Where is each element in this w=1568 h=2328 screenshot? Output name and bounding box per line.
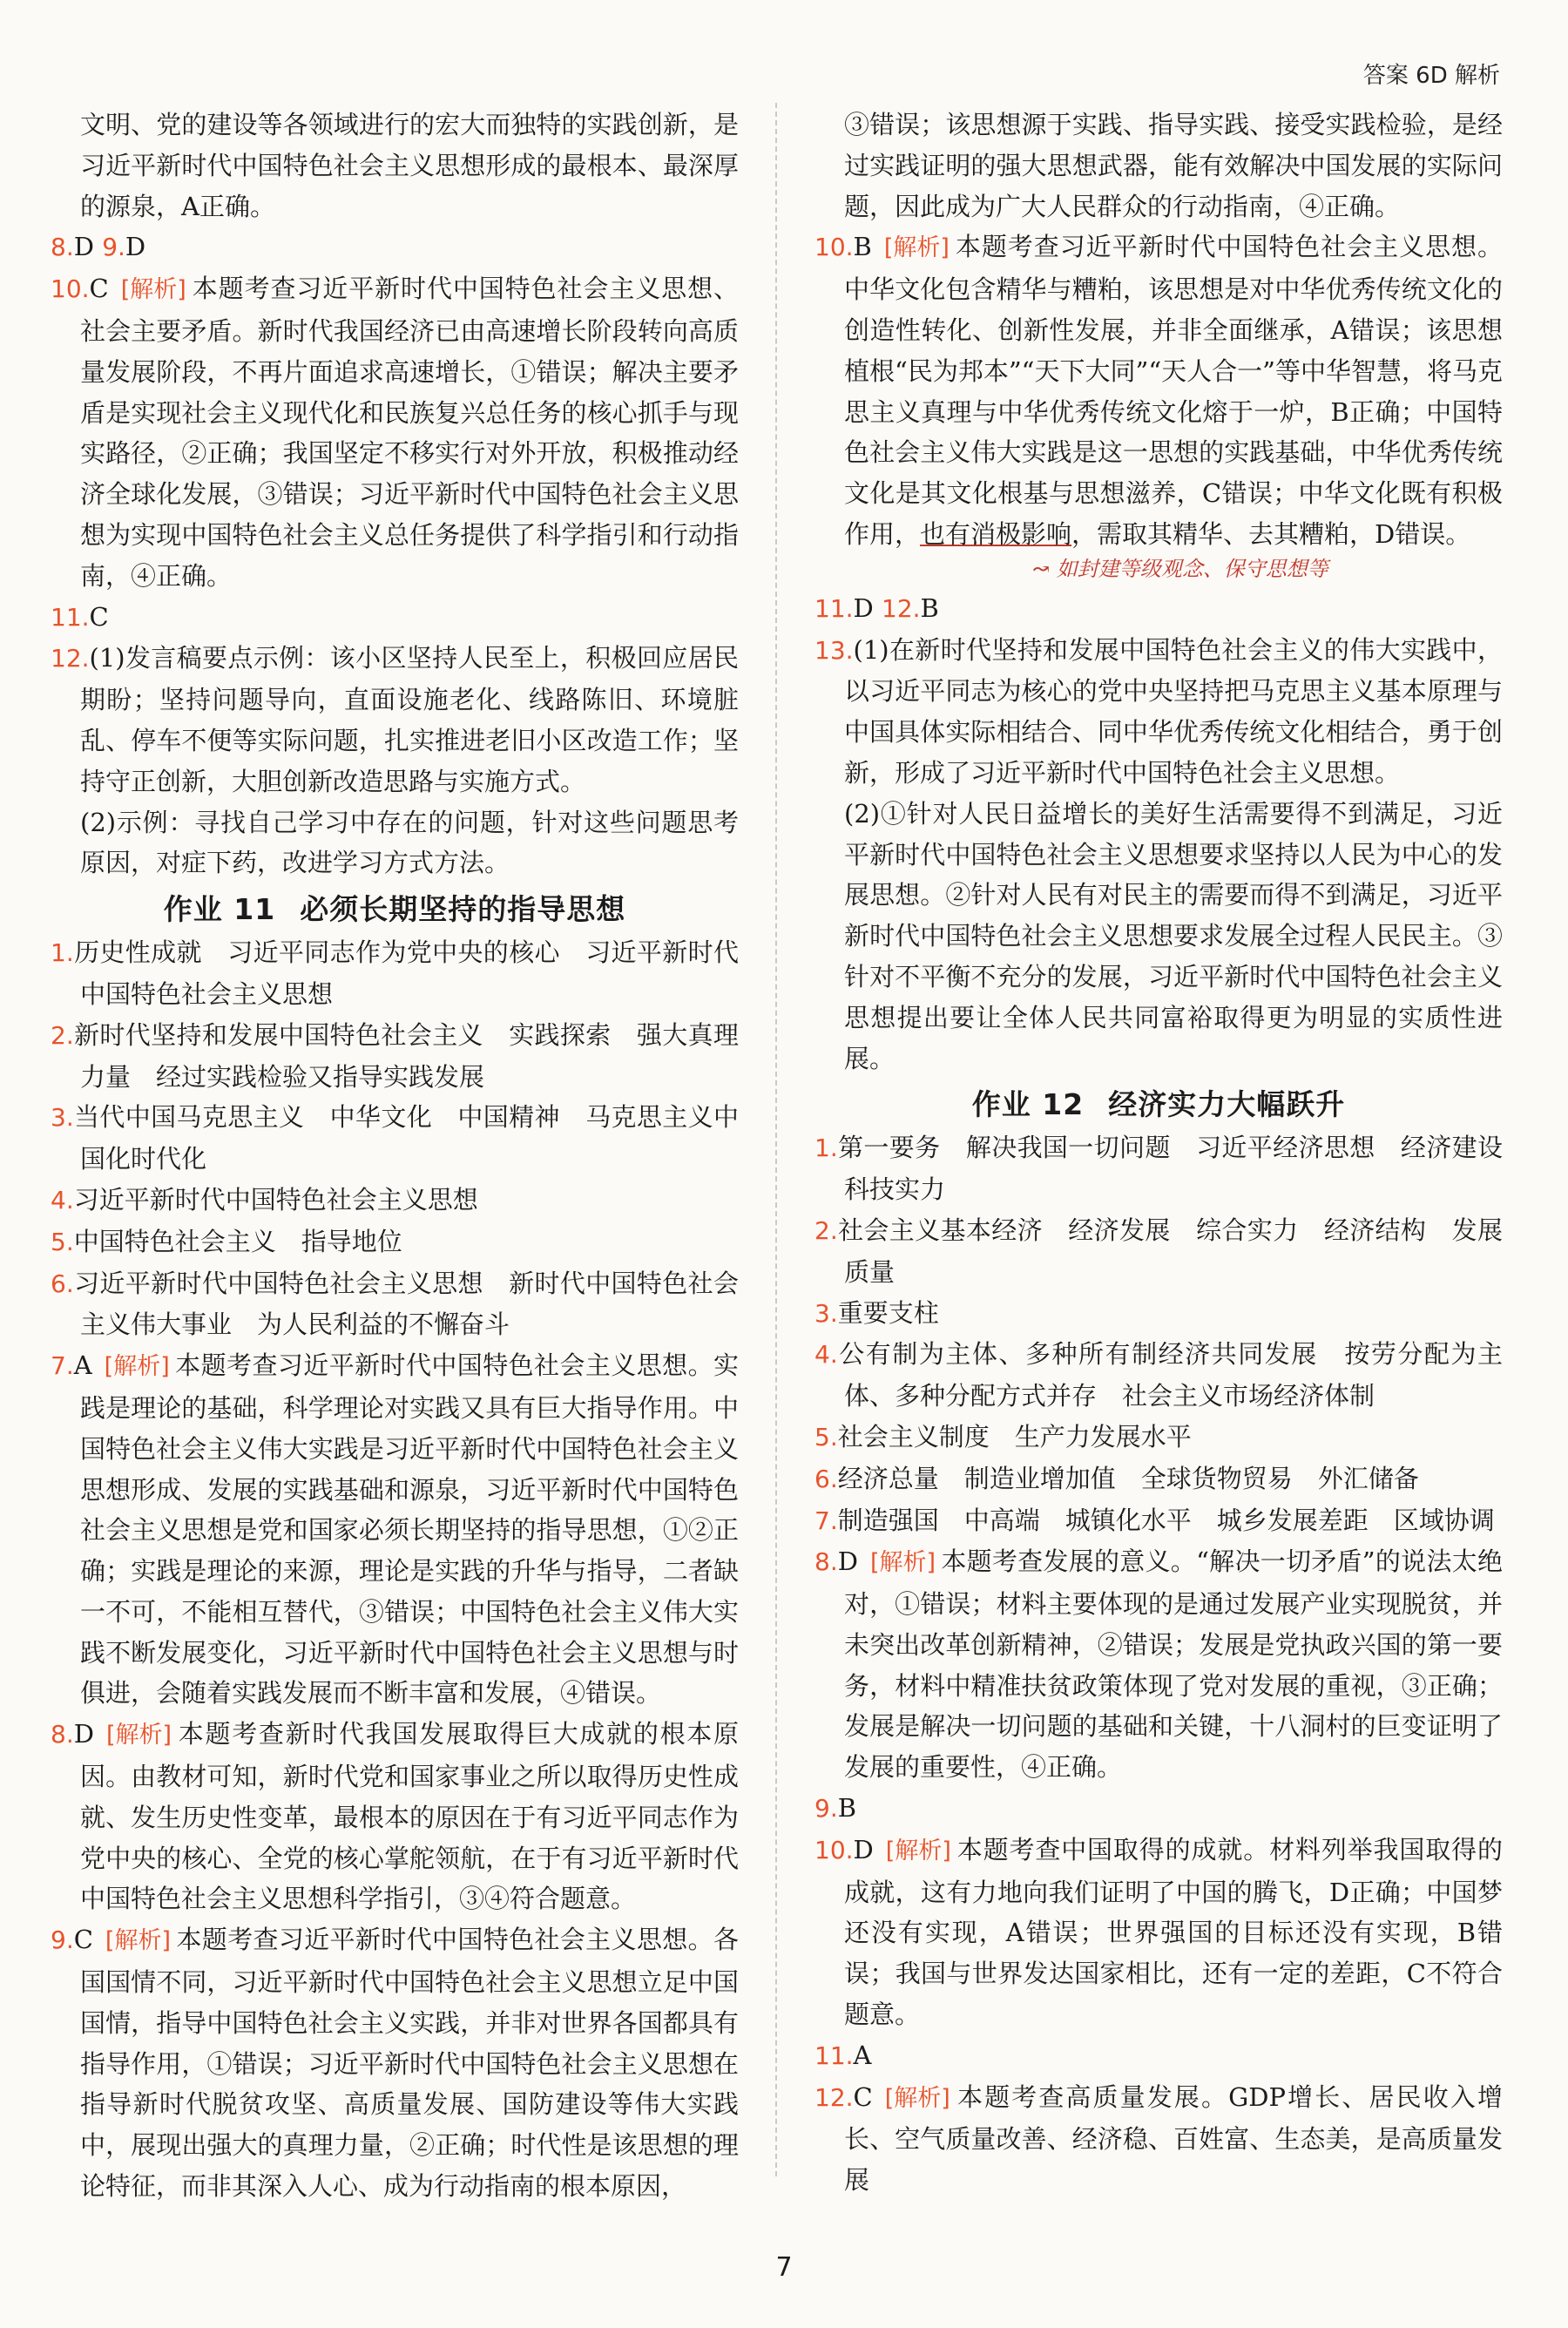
handwritten-note: ↝ 如封建等级观念、保守思想等	[1032, 556, 1328, 581]
question-number: 9.	[51, 1925, 74, 1955]
question-number: 2.	[51, 1020, 74, 1050]
question-number: 9.	[814, 1794, 838, 1824]
answer-8-9: 8.D 9.D	[51, 232, 146, 262]
question-number: 2.	[814, 1215, 838, 1245]
answer-10: 10.D[ 解析 ] 本题考查中国取得的成就。材料列举我国取得的成就，这有力地向我们证明了中国的腾飞，D正确；中国梦还没有实现，A错误；世界强国的目标还没有实现，B错误；我国与世界发达国家相比，还有一定的差距，C不符合题意。	[814, 1830, 1503, 2035]
fill-answer-7: 7.制造强国 中高端 城镇化水平 城乡发展差距 区域协调	[814, 1505, 1495, 1535]
fill-answer-4: 4.习近平新时代中国特色社会主义思想	[51, 1184, 478, 1215]
question-number: 7.	[51, 1351, 74, 1381]
analysis-tag: [ 解析 ]	[105, 1921, 171, 1962]
question-number: 4.	[814, 1340, 838, 1370]
analysis-tag: [ 解析 ]	[884, 228, 950, 269]
underlined-phrase: 也有消极影响	[920, 518, 1072, 549]
page-number: 7	[775, 2252, 793, 2283]
question-number: 3.	[51, 1103, 74, 1133]
analysis-tag: [ 解析 ]	[886, 1831, 951, 1872]
answer-10-b: 10.B[ 解析 ] 本题考查习近平新时代中国特色社会主义思想。中华文化包含精华与糟粕，该思想是对中华优秀传统文化的创造性转化、创新性发展，并非全面继承，A错误；该思想植根“民为邦本”“天下大同”“天人合一”等中华智慧，将马克思主义真理与中华优秀传统文化熔于一炉，B正确；中国特色社会主义伟大实践是这一思想的实践基础，中华优秀传统文化是其文化根基与思想滋养，C错误；中华文化既有积极作用，也有消极影响，需取其精华、去其糟粕，D错误。	[814, 227, 1503, 554]
analysis-tag: [ 解析 ]	[870, 1543, 936, 1584]
fill-answer-2: 2.新时代坚持和发展中国特色社会主义 实践探索 强大真理力量 经过实践检验又指导实践发展	[51, 1019, 739, 1092]
question-number: 12.	[51, 644, 90, 673]
question-number: 12.	[882, 593, 921, 623]
question-number: 10.	[51, 274, 90, 304]
page-header: 答案 6D 解析	[1362, 63, 1500, 89]
answer-11-12: 11.D 12.B	[814, 592, 939, 623]
question-number: 7.	[814, 1506, 838, 1535]
question-number: 6.	[814, 1464, 838, 1493]
right-column	[814, 105, 1529, 2201]
continued-paragraph: ③错误；该思想源于实践、指导实践、接受实践检验，是经过实践证明的强大思想武器，能有效解决中国发展的实际问题，因此成为广大人民群众的行动指南，④正确。	[844, 110, 1503, 221]
fill-answer-3: 3.当代中国马克思主义 中华文化 中国精神 马克思主义中国化时代化	[51, 1102, 739, 1174]
left-column	[51, 105, 739, 2207]
answer-11: 11.A	[814, 2040, 872, 2070]
answer-9: 9.C[ 解析 ] 本题考查习近平新时代中国特色社会主义思想。各国国情不同，习近平新时代中国特色社会主义思想立足中国国情，指导中国特色社会主义实践，并非对世界各国都具有指导作用，①错误；习近平新时代中国特色社会主义思想在指导新时代脱贫攻坚、高质量发展、国防建设等伟大实践中，展现出强大的真理力量，②正确；时代性是该思想的理论特征，而非其深入人心、成为行动指南的根本原因，	[51, 1919, 739, 2207]
question-number: 11.	[51, 602, 90, 632]
question-number: 6.	[51, 1269, 74, 1298]
answer-10: 10.C[ 解析 ] 本题考查习近平新时代中国特色社会主义思想、社会主要矛盾。新时代我国经济已由高速增长阶段转向高质量发展阶段，不再片面追求高速增长，①错误；解决主要矛盾是实现社会主义现代化和民族复兴总任务的核心抓手与现实路径，②正确；我国坚定不移实行对外开放，积极推动经济全球化发展，③错误；习近平新时代中国特色社会主义思想为实现中国特色社会主义总任务提供了科学指引和行动指南，④正确。	[51, 268, 739, 596]
answer-13-part-2: (2)①针对人民日益增长的美好生活需要得不到满足，习近平新时代中国特色社会主义思想要求坚持以人民为中心的发展思想。②针对人民有对民主的需要而得不到满足，习近平新时代中国特色社会主义思想要求发展全过程人民民主。③针对不平衡不充分的发展，习近平新时代中国特色社会主义思想提出要让全体人民共同富裕取得更为明显的实质性进展。	[844, 798, 1503, 1073]
answer-13: 13.(1)在新时代坚持和发展中国特色社会主义的伟大实践中，以习近平同志为核心的党中央坚持把马克思主义基本原理与中国具体实际相结合、同中华优秀传统文化相结合，勇于创新，形成了习近平新时代中国特色社会主义思想。	[814, 634, 1503, 788]
answer-12-part-2: (2)示例：寻找自己学习中存在的问题，针对这些问题思考原因，对症下药，改进学习方式方法。	[80, 807, 739, 878]
question-number: 4.	[51, 1185, 74, 1215]
answer-9: 9.B	[814, 1793, 857, 1824]
continued-paragraph: 文明、党的建设等各领域进行的宏大而独特的实践创新，是习近平新时代中国特色社会主义思想形成的最根本、最深厚的源泉，A正确。	[80, 110, 739, 221]
question-number: 8.	[51, 233, 74, 262]
fill-answer-5: 5.社会主义制度 生产力发展水平	[814, 1421, 1192, 1452]
fill-answer-1: 1.历史性成就 习近平同志作为党中央的核心 习近平新时代中国特色社会主义思想	[51, 937, 739, 1009]
fill-answer-3: 3.重要支柱	[814, 1297, 939, 1328]
section-title-12: 作业 12 经济实力大幅跃升	[971, 1087, 1346, 1122]
section-title-11: 作业 11 必须长期坚持的指导思想	[163, 892, 626, 927]
question-number: 5.	[814, 1422, 838, 1452]
question-number: 10.	[814, 1835, 854, 1864]
analysis-tag: [ 解析 ]	[105, 1347, 170, 1388]
question-number: 1.	[814, 1134, 838, 1163]
analysis-tag: [ 解析 ]	[121, 270, 186, 311]
question-number: 3.	[814, 1298, 838, 1328]
answer-12: 12.(1)发言稿要点示例：该小区坚持人民至上，积极回应居民期盼；坚持问题导向，直面设施老化、线路陈旧、环境脏乱、停车不便等实际问题，扎实推进老旧小区改造工作；坚持守正创新，大胆创新改造思路与实施方式。	[51, 643, 739, 796]
question-number: 10.	[814, 233, 854, 262]
question-number: 1.	[51, 938, 74, 968]
question-number: 12.	[814, 2082, 854, 2112]
fill-answer-6: 6.经济总量 制造业增加值 全球货物贸易 外汇储备	[814, 1463, 1419, 1493]
answer-12: 12.C[ 解析 ] 本题考查高质量发展。GDP增长、居民收入增长、空气质量改善、经济稳、百姓富、生态美，是高质量发展	[814, 2077, 1503, 2201]
analysis-tag: [ 解析 ]	[885, 2079, 950, 2120]
fill-answer-1: 1.第一要务 解决我国一切问题 习近平经济思想 经济建设 科技实力	[814, 1133, 1529, 1205]
fill-answer-2: 2.社会主义基本经济 经济发展 综合实力 经济结构 发展质量	[814, 1215, 1503, 1287]
answer-8: 8.D[ 解析 ] 本题考查新时代我国发展取得巨大成就的根本原因。由教材可知，新时代党和国家事业之所以取得历史性成就、发生历史性变革，最根本的原因在于有习近平同志作为党中央的核心、全党的核心掌舵领航，在于有习近平新时代中国特色社会主义思想科学指引，③④符合题意。	[51, 1714, 739, 1919]
fill-answer-6: 6.习近平新时代中国特色社会主义思想 新时代中国特色社会主义伟大事业 为人民利益的不懈奋斗	[51, 1268, 739, 1340]
question-number: 11.	[814, 2040, 854, 2070]
column-divider	[775, 103, 777, 2176]
answer-7: 7.A[ 解析 ] 本题考查习近平新时代中国特色社会主义思想。实践是理论的基础，科学理论对实践又具有巨大指导作用。中国特色社会主义伟大实践是习近平新时代中国特色社会主义思想形成、发展的实践基础和源泉，习近平新时代中国特色社会主义思想是党和国家必须长期坚持的指导思想，①②正确；实践是理论的来源，理论是实践的升华与指导，二者缺一不可，不能相互替代，③错误；中国特色社会主义伟大实践不断发展变化，习近平新时代中国特色社会主义思想与时俱进，会随着实践发展而不断丰富和发展，④错误。	[51, 1345, 739, 1714]
answer-8: 8.D[ 解析 ] 本题考查发展的意义。“解决一切矛盾”的说法太绝对，①错误；材料主要体现的是通过发展产业实现脱贫，并未突出改革创新精神，②错误；发展是党执政兴国的第一要务，材料中精准扶贫政策体现了党对发展的重视，③正确；发展是解决一切问题的基础和关键，十八洞村的巨变证明了发展的重要性，④正确。	[814, 1541, 1503, 1788]
answer-11: 11.C	[51, 601, 109, 632]
question-number: 13.	[814, 635, 854, 665]
question-number: 11.	[814, 593, 854, 623]
question-number: 9.	[102, 233, 125, 262]
question-number: 8.	[814, 1547, 838, 1577]
question-number: 8.	[51, 1720, 74, 1749]
analysis-tag: [ 解析 ]	[106, 1716, 172, 1756]
fill-answer-5: 5.中国特色社会主义 指导地位	[51, 1226, 402, 1256]
fill-answer-4: 4.公有制为主体、多种所有制经济共同发展 按劳分配为主体、多种分配方式并存 社会主义市场经济体制	[814, 1339, 1503, 1411]
question-number: 5.	[51, 1227, 74, 1256]
